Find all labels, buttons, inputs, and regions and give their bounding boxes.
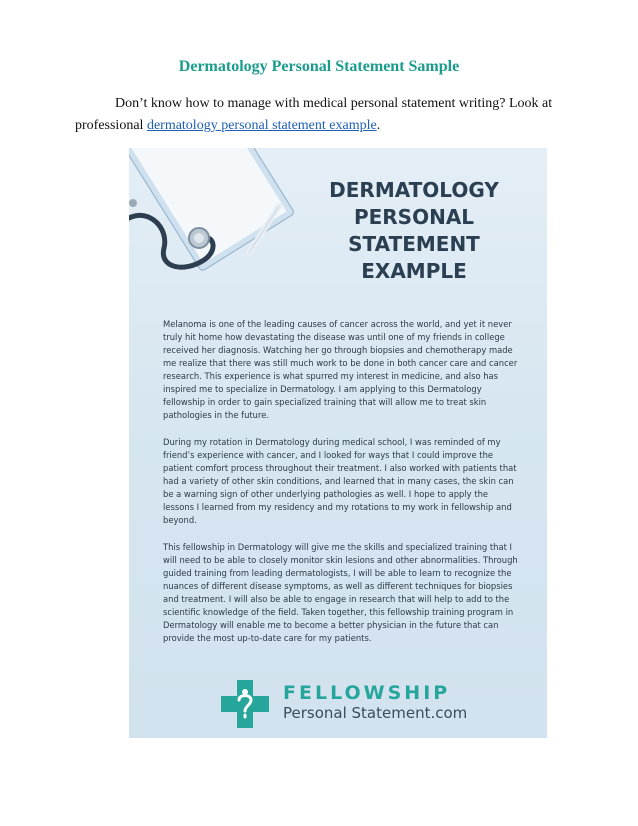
card-heading-line: PERSONAL STATEMENT <box>348 205 480 256</box>
example-link[interactable]: dermatology personal statement example <box>146 118 377 133</box>
card-heading <box>294 177 534 285</box>
card-heading-line: DERMATOLOGY <box>329 178 499 202</box>
statement-body <box>163 318 519 659</box>
brand-logo <box>219 672 519 732</box>
document-title: Dermatology Personal Statement Sample <box>178 58 460 75</box>
statement-image-card <box>129 148 547 738</box>
medical-cross-icon <box>219 678 271 730</box>
brand-name: FELLOWSHIP <box>283 682 451 704</box>
intro-end: . <box>376 118 381 133</box>
intro-text: Don’t know how to manage with medical personal statement writing? Look at professional <box>75 96 553 133</box>
clipboard-stethoscope-illustration <box>129 148 299 308</box>
statement-paragraph: This fellowship in Dermatology will give me the skills and specialized training that I will need to be able to closely monitor skin lesions and other abnormalities. Through guided training from leading dermatologists, I will be able to learn to recognize the nuances of different disease symptoms, as well as different techniques for biopsies and treatment. I will also be able to engage in research that will help to add to the scientific knowledge of the field. Taken together, this fellowship training program in Dermatology will enable me to become a better physician in the future that can provide the most up-to-date care for my patients. <box>163 542 518 643</box>
card-heading-line: EXAMPLE <box>361 259 467 283</box>
statement-paragraph: Melanoma is one of the leading causes of cancer across the world, and yet it never truly hit home how devastating the disease was until one of my friends in college received her diagnosis. Watching her go through biopsies and chemotherapy made me realize that there was still much work to be done in both cancer care and cancer research. This experience is what spurred my interest in medicine, and also has inspired me to specialize in Dermatology. I am applying to this Dermatology fellowship in order to gain specialized training that will allow me to treat skin pathologies in the future. <box>163 319 518 420</box>
brand-subtitle: Personal Statement.com <box>283 704 468 722</box>
intro-paragraph <box>75 93 575 137</box>
statement-paragraph: During my rotation in Dermatology during medical school, I was reminded of my friend’s experience with cancer, and I looked for ways that I could improve the patient comfort process throughout their treatment. I also worked with patients that had a variety of other skin conditions, and learned that in many cases, the skin can be a warning sign of other underlying pathologies as well. I hope to apply the lessons I learned from my residency and my rotations to my work in fellowship and beyond. <box>163 437 517 525</box>
